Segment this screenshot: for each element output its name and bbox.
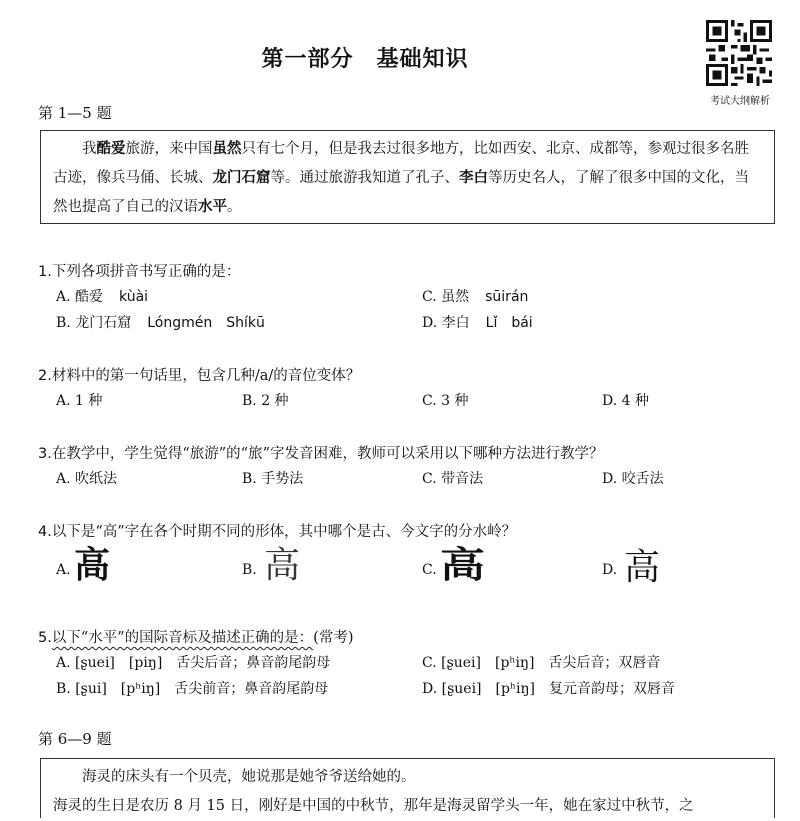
option-1b[interactable]: B. 龙门石窟 Lóngmén Shíkū — [56, 315, 265, 331]
option-2a[interactable]: A. 1 种 — [56, 393, 103, 409]
option-4d[interactable]: D. — [602, 562, 618, 578]
option-4a[interactable]: A. — [56, 562, 71, 578]
question-5-stem: 以下“水平”的国际音标及描述正确的是： — [51, 630, 314, 646]
option-3a[interactable]: A. 吹纸法 — [56, 471, 118, 487]
passage-segment: 只有七个月，但是我去过很多地方，比如西安、北京、成都等，参观过很多名胜古迹，像兵马俑、长城、 — [53, 141, 749, 186]
option-5c[interactable]: C. [ʂuei] [pʰiŋ] 舌尖后音；双唇音 — [422, 655, 661, 671]
passage-text-1 — [53, 135, 762, 222]
option-3d[interactable]: D. 咬舌法 — [602, 471, 664, 487]
option-2d[interactable]: D. 4 种 — [602, 393, 649, 409]
glyph-gao-seal: 高 — [74, 545, 111, 586]
question-1-stem: 下列各项拼音书写正确的是： — [51, 264, 241, 280]
passage-2-line-1: 海灵的床头有一个贝壳，她说那是她爷爷送给她的。 — [82, 769, 416, 785]
option-5b[interactable]: B. [ʂui] [pʰiŋ] 舌尖前音；鼻音韵尾韵母 — [56, 681, 329, 697]
question-3-stem: 在教学中，学生觉得“旅游”的“旅”字发音困难，教师可以采用以下哪种方法进行教学？ — [51, 446, 604, 462]
glyph-gao-small-seal: 高 — [264, 545, 301, 586]
passage-segment: 旅游，来中国 — [125, 141, 213, 157]
question-4: 4.以下是“高”字在各个时期不同的形体，其中哪个是古、今文字的分水岭？ — [38, 524, 517, 540]
option-2c[interactable]: C. 3 种 — [422, 393, 469, 409]
passage-segment: 等历史名人，了解了很多中国的文化，当然也提高了自己的汉语 — [53, 170, 749, 215]
passage-box-2 — [40, 758, 775, 818]
question-2: 2.材料中的第一句话里，包含几种/a/的音位变体？ — [38, 368, 361, 384]
glyph-gao-clerical: 高 — [440, 545, 486, 586]
option-1d[interactable]: D. 李白 Lǐ bái — [422, 315, 533, 331]
passage-keyword: 龙门石窟 — [212, 170, 271, 186]
glyph-gao-regular: 高 — [624, 547, 661, 588]
option-5d[interactable]: D. [ʂuei] [pʰiŋ] 复元音韵母；双唇音 — [422, 681, 675, 697]
question-2-stem: 材料中的第一句话里，包含几种/a/的音位变体？ — [51, 368, 361, 384]
passage-2-line-2: 海灵的生日是农历 8 月 15 日，刚好是中国的中秋节，那年是海灵留学头一年，她在家过中秋节，之 — [53, 798, 694, 814]
passage-segment: 。 — [227, 199, 242, 215]
passage-segment: 等。通过旅游我知道了孔子、 — [270, 170, 459, 186]
section-label-1-5: 第 1—5 题 — [38, 104, 112, 122]
passage-keyword: 虽然 — [212, 141, 242, 157]
passage-segment: 我 — [82, 141, 97, 157]
question-1: 1.下列各项拼音书写正确的是： — [38, 264, 241, 280]
passage-keyword: 酷爱 — [96, 141, 126, 157]
option-1c[interactable]: C. 虽然 sūirán — [422, 289, 529, 305]
option-3c[interactable]: C. 带音法 — [422, 471, 484, 487]
option-2b[interactable]: B. 2 种 — [242, 393, 289, 409]
section-label-6-9: 第 6—9 题 — [38, 730, 112, 748]
question-4-stem: 以下是“高”字在各个时期不同的形体，其中哪个是古、今文字的分水岭？ — [51, 524, 517, 540]
option-4c[interactable]: C. — [422, 562, 437, 578]
option-3b[interactable]: B. 手势法 — [242, 471, 304, 487]
passage-keyword: 李白 — [459, 170, 488, 186]
passage-keyword: 水平 — [198, 199, 227, 215]
qr-code-icon — [706, 20, 772, 86]
question-5-note: (常考) — [313, 630, 354, 646]
option-5a[interactable]: A. [ʂuei] [piŋ] 舌尖后音；鼻音韵尾韵母 — [56, 655, 331, 671]
question-5: 5.以下“水平”的国际音标及描述正确的是：(常考) — [38, 630, 354, 646]
page-title: 第一部分 基础知识 — [261, 47, 469, 72]
question-3: 3.在教学中，学生觉得“旅游”的“旅”字发音困难，教师可以采用以下哪种方法进行教学？ — [38, 446, 604, 462]
qr-caption: 考试大纲解析 — [710, 96, 770, 107]
passage-box-1 — [40, 130, 775, 224]
option-1a[interactable]: A. 酷爱 kùài — [56, 289, 149, 305]
option-4b[interactable]: B. — [242, 562, 257, 578]
